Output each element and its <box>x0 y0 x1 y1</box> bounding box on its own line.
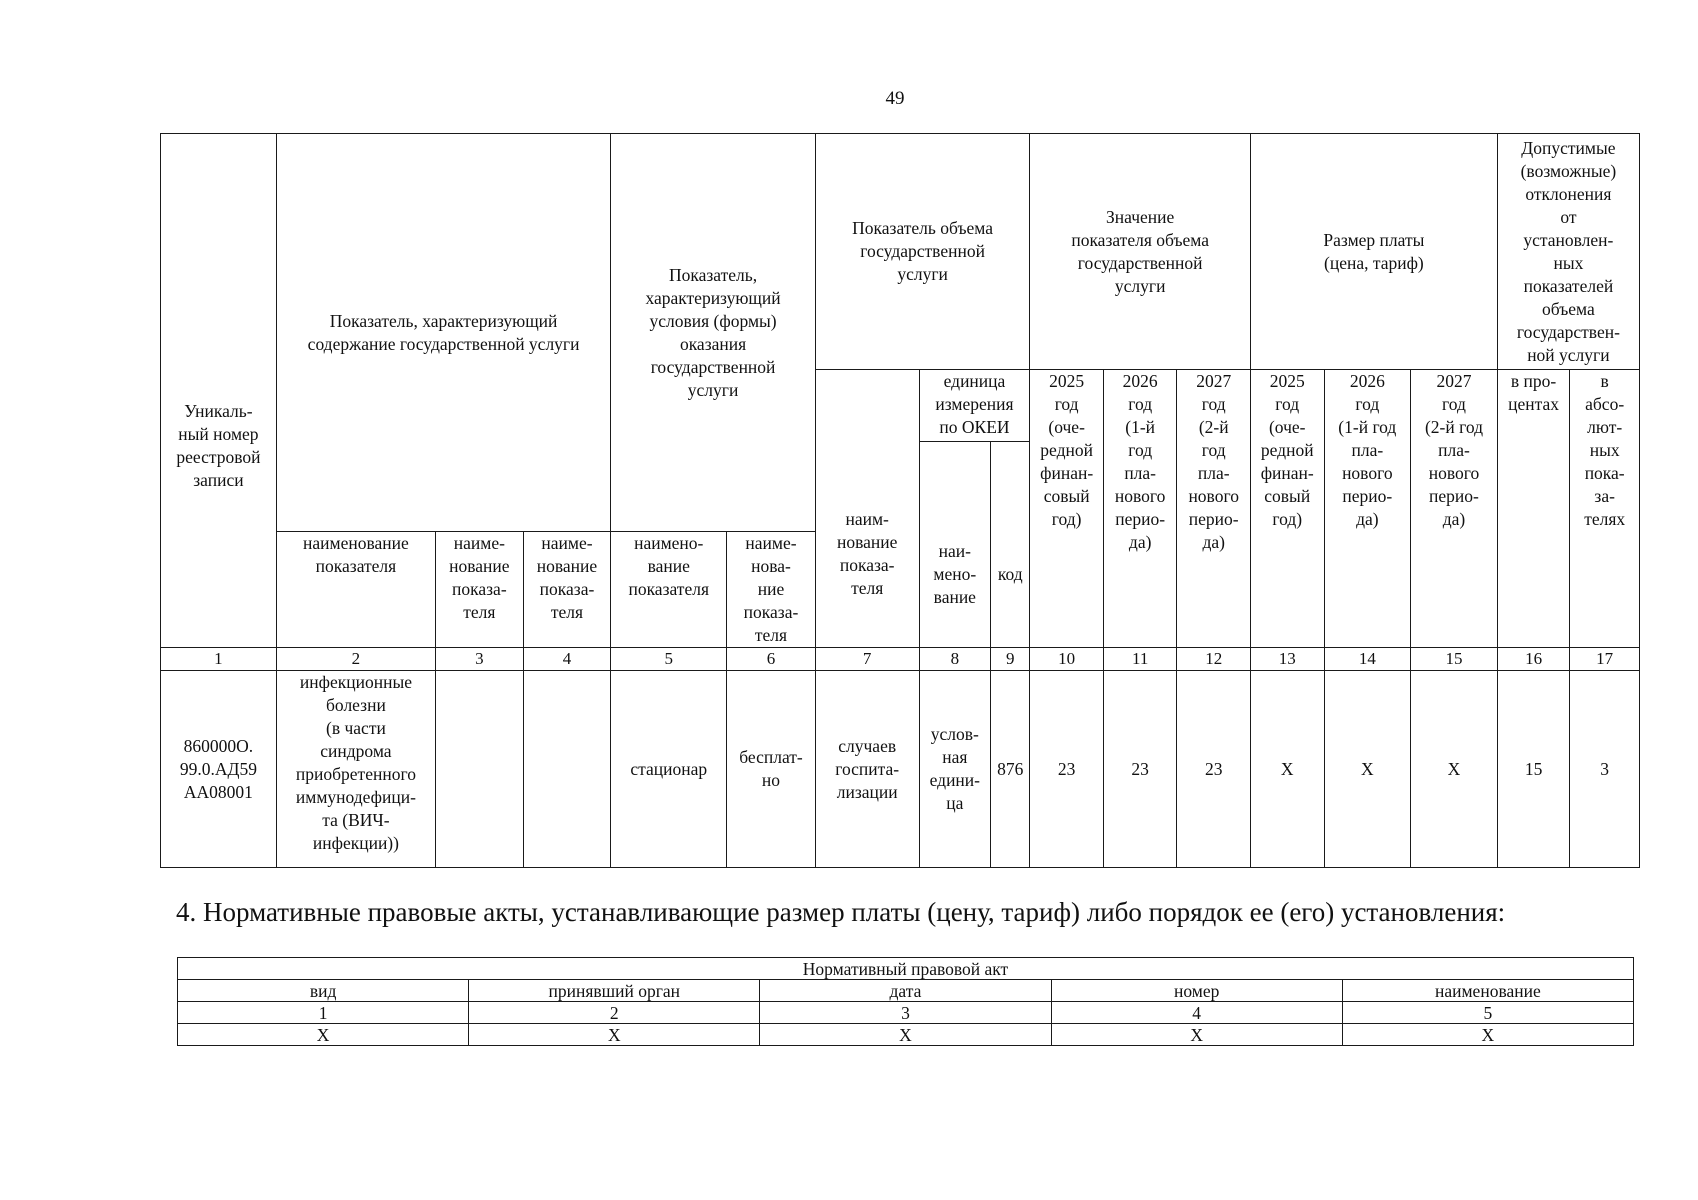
acts-column-header: дата <box>760 980 1051 1002</box>
header-indicator-name-col5: наимено- вание показателя <box>611 532 727 648</box>
table-row <box>161 671 1640 868</box>
column-number: 15 <box>1411 648 1498 671</box>
header-indicator-name-col2: наименование показателя <box>276 532 435 648</box>
column-number: 6 <box>727 648 816 671</box>
table-row <box>178 1024 1634 1046</box>
column-number: 10 <box>1030 648 1104 671</box>
column-number: 13 <box>1250 648 1324 671</box>
fee-2027-cell: Х <box>1411 671 1498 868</box>
column-number: 11 <box>1103 648 1177 671</box>
acts-cell: Х <box>469 1024 760 1046</box>
acts-column-number: 3 <box>760 1002 1051 1024</box>
header-volume-indicator-name: наим- нование показа- теля <box>815 370 919 648</box>
column-number: 12 <box>1177 648 1251 671</box>
header-deviation-absolute: в абсо- лют- ных пока- за- телях <box>1570 370 1640 648</box>
header-fee-2025: 2025 год (оче- редной финан- совый год) <box>1250 370 1324 648</box>
acts-column-number: 5 <box>1342 1002 1633 1024</box>
deviation-absolute-cell: 3 <box>1570 671 1640 868</box>
header-service-content-indicator: Показатель, характеризующий содержание государственной услуги <box>276 134 610 532</box>
acts-column-header: принявший орган <box>469 980 760 1002</box>
indicator-col4-cell <box>523 671 611 868</box>
header-deviation-percent: в про- центах <box>1497 370 1570 648</box>
registry-number-cell: 860000О. 99.0.АД59 АА08001 <box>161 671 277 868</box>
column-number: 3 <box>436 648 524 671</box>
acts-column-header: номер <box>1051 980 1342 1002</box>
header-service-conditions-indicator: Показатель, характеризующий условия (формы) оказания государственной услуги <box>611 134 815 532</box>
indicator-col3-cell <box>436 671 524 868</box>
acts-column-header: наименование <box>1342 980 1633 1002</box>
deviation-percent-cell: 15 <box>1497 671 1570 868</box>
legal-act-header: Нормативный правовой акт <box>178 958 1634 980</box>
header-value-2027: 2027 год (2-й год пла- нового перио- да) <box>1177 370 1251 648</box>
header-indicator-name-col6: наиме- нова- ние показа- теля <box>727 532 816 648</box>
acts-cell: Х <box>1051 1024 1342 1046</box>
column-number: 9 <box>991 648 1030 671</box>
acts-column-number: 2 <box>469 1002 760 1024</box>
fee-2025-cell: Х <box>1250 671 1324 868</box>
section-4-title: 4. Нормативные правовые акты, устанавливающие размер платы (цену, тариф) либо порядок ее (его) установления: <box>176 897 1506 927</box>
acts-column-header: вид <box>178 980 469 1002</box>
acts-cell: Х <box>1342 1024 1633 1046</box>
service-form-cell: стационар <box>611 671 727 868</box>
service-content-cell: инфекционные болезни (в части синдрома приобретенного иммунодефици- та (ВИЧ- инфекции)) <box>276 671 435 868</box>
service-volume-table <box>160 133 1640 868</box>
column-number: 1 <box>161 648 277 671</box>
header-fee-2027: 2027 год (2-й год пла- нового перио- да) <box>1411 370 1498 648</box>
header-value-2026: 2026 год (1-й год пла- нового перио- да) <box>1103 370 1177 648</box>
header-value-2025: 2025 год (оче- редной финан- совый год) <box>1030 370 1104 648</box>
legal-acts-table <box>177 957 1634 1046</box>
header-indicator-name-col4: наиме- нование показа- теля <box>523 532 611 648</box>
column-number: 5 <box>611 648 727 671</box>
header-unit-code: код <box>991 442 1030 648</box>
header-unit-name: наи- мено- вание <box>919 442 991 648</box>
header-unique-registry-number: Уникаль- ный номер реестровой записи <box>161 134 277 648</box>
header-volume-value: Значение показателя объема государственной услуги <box>1030 134 1251 370</box>
value-2025-cell: 23 <box>1030 671 1104 868</box>
header-volume-indicator: Показатель объема государственной услуги <box>815 134 1030 370</box>
column-number: 2 <box>276 648 435 671</box>
page-number: 49 <box>885 88 905 109</box>
column-number: 8 <box>919 648 991 671</box>
unit-code-cell: 876 <box>991 671 1030 868</box>
value-2027-cell: 23 <box>1177 671 1251 868</box>
header-allowed-deviation: Допустимые (возможные) отклонения от установлен- ных показателей объема государствен- ной услуги <box>1497 134 1639 370</box>
value-2026-cell: 23 <box>1103 671 1177 868</box>
column-number: 4 <box>523 648 611 671</box>
header-fee-size: Размер платы (цена, тариф) <box>1250 134 1497 370</box>
column-number: 7 <box>815 648 919 671</box>
header-okei-unit: единица измерения по ОКЕИ <box>919 370 1030 442</box>
acts-cell: Х <box>178 1024 469 1046</box>
volume-indicator-cell: случаев госпита- лизации <box>815 671 919 868</box>
acts-column-number: 4 <box>1051 1002 1342 1024</box>
fee-2026-cell: Х <box>1324 671 1411 868</box>
column-number: 14 <box>1324 648 1411 671</box>
acts-column-number: 1 <box>178 1002 469 1024</box>
column-number: 16 <box>1497 648 1570 671</box>
header-fee-2026: 2026 год (1-й год пла- нового периo- да) <box>1324 370 1411 648</box>
header-indicator-name-col3: наиме- нование показа- теля <box>436 532 524 648</box>
acts-cell: Х <box>760 1024 1051 1046</box>
column-number: 17 <box>1570 648 1640 671</box>
column-number-row <box>161 648 1640 671</box>
unit-name-cell: услов- ная едини- ца <box>919 671 991 868</box>
fee-type-cell: бесплат- но <box>727 671 816 868</box>
